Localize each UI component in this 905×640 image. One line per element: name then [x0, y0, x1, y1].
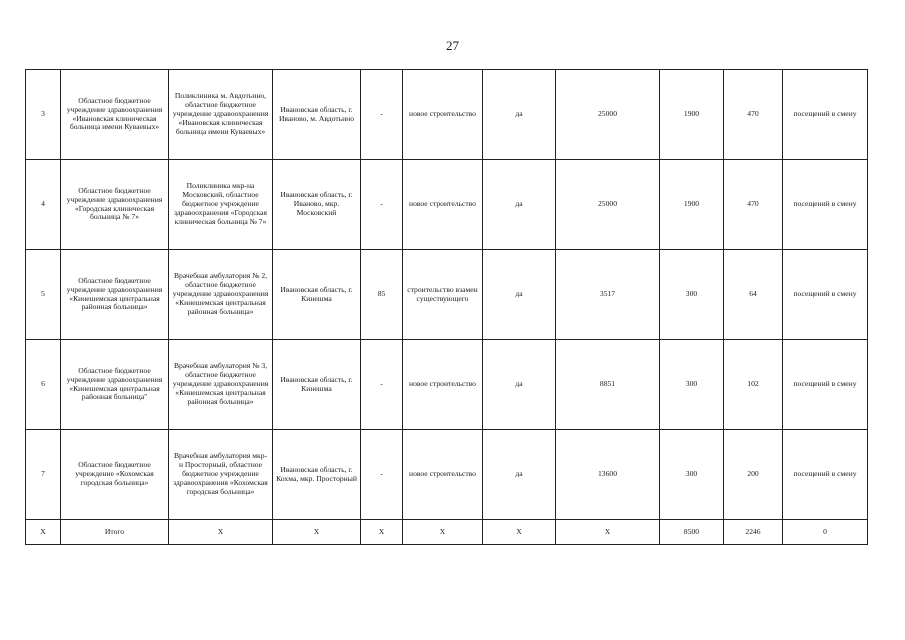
unit-cell: посещений в смену [783, 160, 868, 250]
work-type-cell: новое строительство [403, 430, 483, 520]
flag-cell: да [483, 430, 556, 520]
total-cell: X [26, 520, 61, 545]
cost-cell: 25000 [556, 70, 660, 160]
capacity-cell: 300 [660, 430, 724, 520]
organization-cell: Областное бюджетное учреждение здравоохранения «Ивановская клиническая больница имени Куваевых» [61, 70, 169, 160]
value-cell: 64 [724, 250, 783, 340]
total-value: 2246 [724, 520, 783, 545]
flag-cell: да [483, 340, 556, 430]
organization-cell: Областное бюджетное учреждение здравоохранения «Кинешемская центральная районная больница» [61, 250, 169, 340]
object-cell: Поликлиника мкр-на Московский, областное бюджетное учреждение здравоохранения «Городская клиническая больница № 7» [169, 160, 273, 250]
unit-cell: посещений в смену [783, 250, 868, 340]
page-number: 27 [446, 38, 459, 53]
row-number: 3 [26, 70, 61, 160]
object-cell: Врачебная амбулатория мкр-н Просторный, областное бюджетное учреждение здравоохранения «Кохомская городская больница» [169, 430, 273, 520]
total-cell: X [169, 520, 273, 545]
flag-cell: да [483, 70, 556, 160]
row-number: 5 [26, 250, 61, 340]
row-number: 7 [26, 430, 61, 520]
unit-cell: посещений в смену [783, 340, 868, 430]
table-row [26, 160, 868, 250]
work-type-cell: новое строительство [403, 340, 483, 430]
cost-cell: 3517 [556, 250, 660, 340]
wear-cell: - [361, 160, 403, 250]
work-type-cell: новое строительство [403, 160, 483, 250]
total-row [26, 520, 868, 545]
value-cell: 470 [724, 160, 783, 250]
capacity-cell: 1900 [660, 70, 724, 160]
address-cell: Ивановская область, г. Кохма, мкр. Просторный [273, 430, 361, 520]
wear-cell: - [361, 340, 403, 430]
flag-cell: да [483, 250, 556, 340]
object-cell: Врачебная амбулатория № 3, областное бюджетное учреждение здравоохранения «Кинешемская центральная районная больница» [169, 340, 273, 430]
wear-cell: - [361, 430, 403, 520]
object-cell: Врачебная амбулатория № 2, областное бюджетное учреждение здравоохранения «Кинешемская центральная районная больница» [169, 250, 273, 340]
table-row [26, 70, 868, 160]
table-row [26, 430, 868, 520]
value-cell: 200 [724, 430, 783, 520]
wear-cell: - [361, 70, 403, 160]
table-row [26, 340, 868, 430]
total-unit: 0 [783, 520, 868, 545]
address-cell: Ивановская область, г. Иваново, м. Авдотьино [273, 70, 361, 160]
object-cell: Поликлиника м. Авдотьино, областное бюджетное учреждение здравоохранения «Ивановская клиническая больница имени Куваевых» [169, 70, 273, 160]
unit-cell: посещений в смену [783, 70, 868, 160]
total-cell: X [556, 520, 660, 545]
organization-cell: Областное бюджетное учреждение «Кохомская городская больница» [61, 430, 169, 520]
capacity-cell: 300 [660, 340, 724, 430]
cost-cell: 8851 [556, 340, 660, 430]
organization-cell: Областное бюджетное учреждение здравоохранения «Городская клиническая больница № 7» [61, 160, 169, 250]
value-cell: 102 [724, 340, 783, 430]
total-cell: X [273, 520, 361, 545]
organization-cell: Областное бюджетное учреждение здравоохранения «Кинешемская центральная районная больница" [61, 340, 169, 430]
row-number: 6 [26, 340, 61, 430]
address-cell: Ивановская область, г. Иваново, мкр. Московский [273, 160, 361, 250]
table-row [26, 250, 868, 340]
cost-cell: 25000 [556, 160, 660, 250]
cost-cell: 13600 [556, 430, 660, 520]
total-capacity: 8500 [660, 520, 724, 545]
capacity-cell: 1900 [660, 160, 724, 250]
work-type-cell: строительство взамен существующего [403, 250, 483, 340]
facilities-table [25, 69, 868, 545]
total-cell: X [403, 520, 483, 545]
work-type-cell: новое строительство [403, 70, 483, 160]
total-label: Итого [61, 520, 169, 545]
address-cell: Ивановская область, г. Кинешма [273, 250, 361, 340]
address-cell: Ивановская область, г. Кинешма [273, 340, 361, 430]
unit-cell: посещений в смену [783, 430, 868, 520]
wear-cell: 85 [361, 250, 403, 340]
capacity-cell: 300 [660, 250, 724, 340]
value-cell: 470 [724, 70, 783, 160]
flag-cell: да [483, 160, 556, 250]
total-cell: X [483, 520, 556, 545]
row-number: 4 [26, 160, 61, 250]
total-cell: X [361, 520, 403, 545]
